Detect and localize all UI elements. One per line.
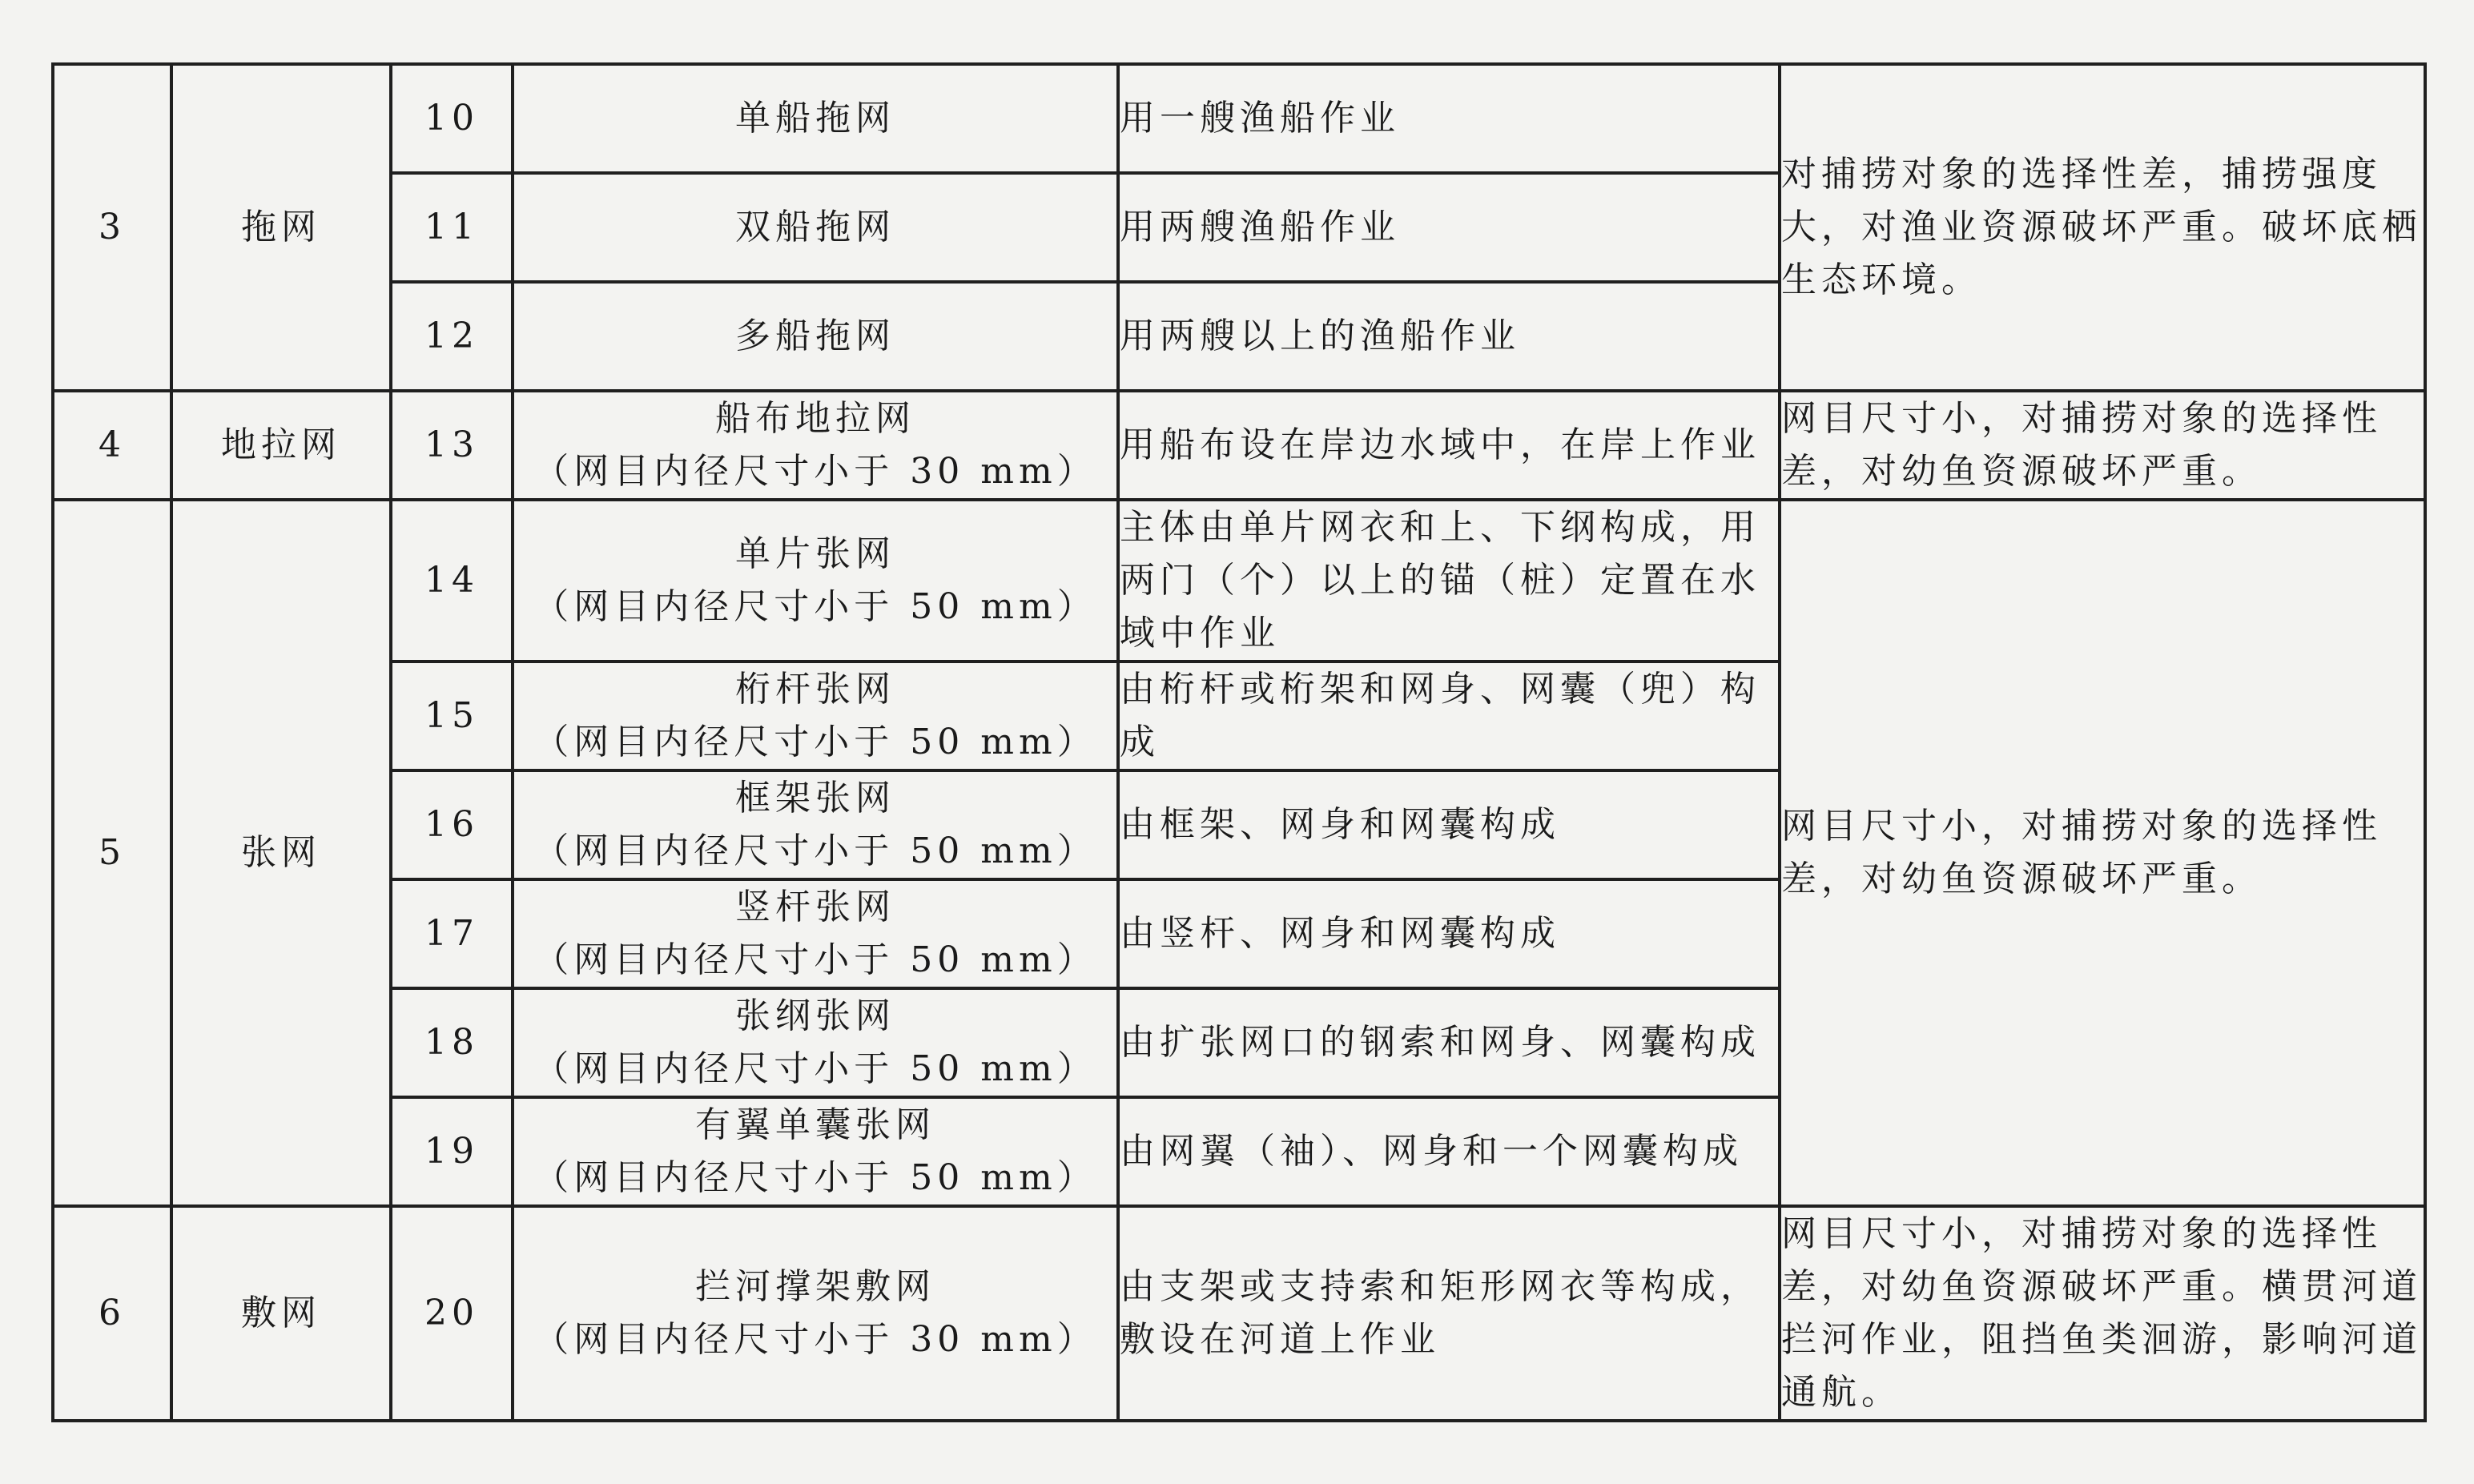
gear-id: 11: [391, 173, 513, 282]
gear-description: 用船布设在岸边水域中，在岸上作业: [1118, 391, 1780, 500]
gear-name-cell: [513, 1097, 1118, 1206]
gear-id: 17: [391, 879, 513, 988]
gear-id: 20: [391, 1206, 513, 1421]
gear-name-cell: [513, 879, 1118, 988]
mesh-size-note: （网目内径尺寸小于 50 mm）: [533, 586, 1097, 627]
table-row: [53, 1206, 2425, 1421]
gear-name-cell: [513, 988, 1118, 1097]
category-type: 敷网: [171, 1206, 391, 1421]
gear-name: 框架张网: [735, 778, 895, 818]
gear-name: 桁杆张网: [735, 669, 895, 710]
gear-description: 由桁杆或桁架和网身、网囊（兜）构成: [1118, 662, 1780, 770]
gear-name-cell: [513, 662, 1118, 770]
gear-name-cell: [513, 1206, 1118, 1421]
mesh-size-note: （网目内径尺寸小于 50 mm）: [533, 1157, 1097, 1198]
impact-note: 网目尺寸小，对捕捞对象的选择性差，对幼鱼资源破坏严重。: [1780, 391, 2425, 500]
mesh-size-note: （网目内径尺寸小于 50 mm）: [533, 722, 1097, 762]
gear-id: 19: [391, 1097, 513, 1206]
gear-id: 14: [391, 500, 513, 662]
gear-id: 15: [391, 662, 513, 770]
gear-description: 由网翼（袖）、网身和一个网囊构成: [1118, 1097, 1780, 1206]
gear-description: 由框架、网身和网囊构成: [1118, 770, 1780, 879]
category-type: 地拉网: [171, 391, 391, 500]
category-number: 3: [53, 64, 171, 391]
gear-description: 用一艘渔船作业: [1118, 64, 1780, 173]
mesh-size-note: （网目内径尺寸小于 50 mm）: [533, 830, 1097, 871]
gear-name-cell: [513, 391, 1118, 500]
gear-description: 由竖杆、网身和网囊构成: [1118, 879, 1780, 988]
table-row: [53, 391, 2425, 500]
mesh-size-note: （网目内径尺寸小于 50 mm）: [533, 939, 1097, 980]
mesh-size-note: （网目内径尺寸小于 50 mm）: [533, 1048, 1097, 1089]
gear-id: 12: [391, 282, 513, 391]
fishing-gear-table: [51, 62, 2427, 1422]
gear-name: 多船拖网: [513, 282, 1118, 391]
impact-note: 网目尺寸小，对捕捞对象的选择性差，对幼鱼资源破坏严重。横贯河道拦河作业，阻挡鱼类洄游，影响河道通航。: [1780, 1206, 2425, 1421]
impact-note: 对捕捞对象的选择性差，捕捞强度大，对渔业资源破坏严重。破坏底栖生态环境。: [1780, 64, 2425, 391]
gear-description: 用两艘以上的渔船作业: [1118, 282, 1780, 391]
category-number: 4: [53, 391, 171, 500]
gear-id: 13: [391, 391, 513, 500]
gear-name: 竖杆张网: [735, 887, 895, 927]
gear-name: 单片张网: [735, 533, 895, 574]
category-type: 张网: [171, 500, 391, 1206]
gear-name: 张纲张网: [735, 995, 895, 1036]
gear-name: 双船拖网: [513, 173, 1118, 282]
gear-name: 拦河撑架敷网: [695, 1266, 935, 1307]
gear-id: 10: [391, 64, 513, 173]
gear-name-cell: [513, 770, 1118, 879]
gear-name-cell: [513, 500, 1118, 662]
gear-name: 有翼单囊张网: [695, 1104, 935, 1145]
mesh-size-note: （网目内径尺寸小于 30 mm）: [533, 1319, 1097, 1360]
impact-note: 网目尺寸小，对捕捞对象的选择性差，对幼鱼资源破坏严重。: [1780, 500, 2425, 1206]
category-type: 拖网: [171, 64, 391, 391]
gear-id: 18: [391, 988, 513, 1097]
gear-name: 单船拖网: [513, 64, 1118, 173]
category-number: 5: [53, 500, 171, 1206]
category-number: 6: [53, 1206, 171, 1421]
table-row: [53, 500, 2425, 662]
mesh-size-note: （网目内径尺寸小于 30 mm）: [533, 451, 1097, 492]
gear-description: 用两艘渔船作业: [1118, 173, 1780, 282]
gear-description: 由扩张网口的钢索和网身、网囊构成: [1118, 988, 1780, 1097]
gear-id: 16: [391, 770, 513, 879]
gear-description: 主体由单片网衣和上、下纲构成，用两门（个）以上的锚（桩）定置在水域中作业: [1118, 500, 1780, 662]
gear-name: 船布地拉网: [715, 398, 915, 439]
table-row: [53, 64, 2425, 173]
gear-description: 由支架或支持索和矩形网衣等构成，敷设在河道上作业: [1118, 1206, 1780, 1421]
